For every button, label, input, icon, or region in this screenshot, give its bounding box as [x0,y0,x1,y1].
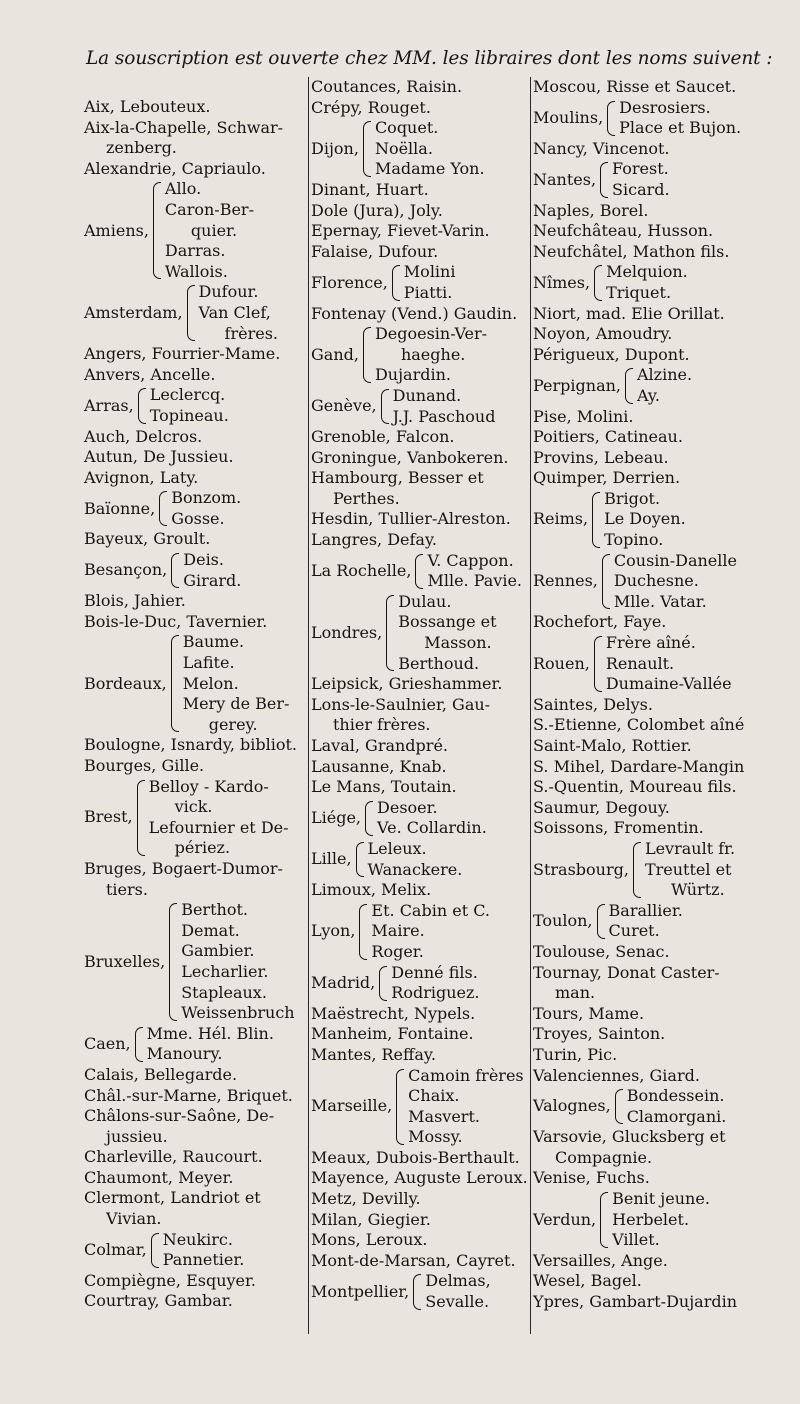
name-text: Clermont, Landriot et [84,1188,261,1208]
entry-limoux: Limoux, Melix. [311,880,432,900]
name-text: Alzine. [637,365,693,385]
name-text: Hambourg, Besser et [311,468,484,488]
entry-toulouse: Toulouse, Senac. [533,941,670,961]
name-text: Lecharlier. [181,961,269,981]
entry-perigueux: Périgueux, Dupont. [533,344,690,364]
brace [169,903,177,1021]
entry-lons-le-saulnier [311,695,529,736]
entry-bruges [84,859,298,900]
name-text: Maire. [371,921,425,941]
brace [379,966,387,1001]
name-text: Deis. [183,550,224,570]
brace [365,801,373,836]
entry-hambourg [311,468,529,509]
name-text: Verdun, [533,1209,597,1229]
entry-provins: Provins, Lebeau. [533,447,669,467]
entry-st-etienne: S.-Etienne, Colombet aîné [533,715,745,735]
name-text: Reims, [533,509,589,529]
name-text: Allo. [164,179,202,199]
entry-colmar [84,1230,298,1271]
name-text: man. [555,983,596,1003]
entry-dijon [311,118,529,180]
name-text: Mme. Hél. Blin. [146,1023,274,1043]
entry-hesdin: Hesdin, Tullier-Alreston. [311,509,511,529]
name-text: Roger. [371,941,424,961]
entry-la-rochelle [311,551,529,592]
entry-maestrecht: Maëstrecht, Nypels. [311,1003,476,1023]
name-text: Compagnie. [555,1147,653,1167]
entry-nantes [533,159,755,200]
name-text: Rouen, [533,653,590,673]
name-text: Caron-Ber- [164,199,254,219]
brace [359,904,367,960]
entry-st-malo: Saint-Malo, Rottier. [533,736,692,755]
name-text: Rodriguez. [391,983,480,1003]
entry-lyon [311,901,529,963]
entry-amsterdam [84,282,298,344]
entry-soissons: Soissons, Fromentin. [533,818,704,838]
brace [159,491,167,526]
name-text: Würtz. [670,880,725,900]
brace [135,1027,143,1062]
entry-compiegne: Compiègne, Esquyer. [84,1270,256,1290]
name-text: Denné fils. [391,962,478,982]
name-text: Desoer. [377,797,438,817]
brace [413,1274,421,1309]
name-text: Le Doyen. [604,509,686,529]
name-text: Treuttel et [644,859,732,879]
entry-groningue: Groningue, Vanbokeren. [311,447,509,467]
entry-charleville: Charleville, Raucourt. [84,1147,263,1167]
entry-saumur: Saumur, Degouy. [533,797,670,817]
name-text: Lefournier et De- [148,817,289,837]
name-text: Et. Cabin et C. [371,900,490,920]
name-text: Levrault fr. [644,838,736,858]
name-text: Dufour. [198,282,259,302]
entry-leipsick: Leipsick, Grieshammer. [311,674,503,694]
name-text: Rennes, [533,571,598,591]
name-text: Leclercq. [149,385,226,405]
brace [600,162,608,197]
entry-aix: Aix, Lebouteux. [84,97,211,116]
name-text: Liége, [311,808,362,828]
entry-dinant: Dinant, Huart. [311,179,429,199]
name-text: Baume. [182,632,245,652]
entry-wesel: Wesel, Bagel. [533,1271,642,1291]
entry-fontenay: Fontenay (Vend.) Gaudin. [311,303,518,323]
entry-avignon: Avignon, Laty. [84,467,199,487]
name-text: Ve. Collardin. [377,818,487,838]
name-text: Dujardin. [374,365,451,385]
name-text: Demat. [181,920,240,940]
entry-bayeux: Bayeux, Groult. [84,529,211,549]
entry-ypres: Ypres, Gambart-Dujardin [533,1292,738,1312]
name-text: Florence, [311,272,388,292]
entry-langres: Langres, Defay. [311,530,437,550]
entry-valenciennes: Valenciennes, Giard. [533,1065,700,1085]
name-text: Bonzom. [171,488,242,508]
name-text: Triquet. [606,282,672,302]
name-text: tiers. [106,879,148,899]
entry-marseille [311,1066,529,1148]
name-text: Montpellier, [311,1281,410,1301]
name-text: Madrid, [311,972,376,992]
entry-manheim: Manheim, Fontaine. [311,1024,474,1044]
name-text: Valognes, [533,1096,611,1116]
name-text: Benit jeune. [612,1189,710,1209]
entry-crepy: Crépy, Rouget. [311,97,431,117]
brace [396,1069,404,1145]
entry-rennes [533,551,755,613]
entry-rochefort: Rochefort, Faye. [533,612,667,632]
entry-angers: Angers, Fourrier-Mame. [84,344,281,364]
name-text: Sevalle. [425,1292,490,1312]
name-text: Frère aîné. [605,633,696,653]
entry-venise: Venise, Fuchs. [533,1168,650,1188]
entry-toulon [533,901,755,942]
name-text: Pannetier. [162,1250,245,1270]
name-text: Caen, [84,1034,131,1054]
entry-mont-de-marsan: Mont-de-Marsan, Cayret. [311,1250,516,1270]
name-text: Lille, [311,849,352,869]
name-text: Duchesne. [613,571,699,591]
name-text: Noëlla. [374,138,433,158]
entry-troyes: Troyes, Sainton. [533,1024,666,1044]
name-text: Tournay, Donat Caster- [533,962,720,982]
brace [625,368,633,403]
name-text: Wanackere. [367,859,463,879]
name-text: Lyon, [311,921,356,941]
name-text: Manoury. [146,1044,223,1064]
entry-amiens [84,179,298,282]
name-text: Mlle. Pavie. [427,571,523,591]
name-text: Colmar, [84,1239,147,1259]
name-text: Bossange et [398,612,497,632]
entry-epernay: Epernay, Fievet-Varin. [311,221,490,241]
entry-turin: Turin, Pic. [533,1044,618,1064]
name-text: Dumaine-Vallée [605,674,732,694]
entry-geneve [311,386,529,427]
name-text: Barallier. [608,900,683,920]
column-1 [84,77,298,1334]
name-text: vick. [174,797,213,817]
name-text: Bordeaux, [84,673,167,693]
name-text: Wallois. [164,261,228,281]
entry-autun: Autun, De Jussieu. [84,447,234,467]
entry-brest [84,777,298,859]
entry-dole: Dole (Jura), Joly. [311,200,443,220]
name-text: Bruxelles, [84,951,166,971]
name-text: Girard. [183,570,242,590]
entry-lausanne: Lausanne, Knab. [311,756,447,776]
brace [356,842,364,877]
name-text: Coquet. [374,118,439,138]
entry-courtray: Courtray, Gambar. [84,1291,233,1311]
name-text: Masson. [424,633,492,653]
entry-versailles: Versailles, Ange. [533,1250,668,1270]
brace [607,101,615,136]
name-text: jussieu. [106,1126,168,1146]
entry-noyon: Noyon, Amoudry. [533,324,673,344]
name-text: Mery de Ber- [182,694,290,714]
entry-aix-la-chapelle [84,118,298,159]
name-text: Melquion. [606,262,688,282]
entry-liege [311,798,529,839]
entry-blois: Blois, Jahier. [84,591,186,611]
brace [187,285,195,341]
name-text: Belloy - Kardo- [148,776,269,796]
entry-chalons-saone [84,1106,298,1147]
name-text: Arras, [84,395,134,415]
name-text: Topineau. [149,405,229,425]
brace [600,1192,608,1248]
brace [594,636,602,692]
entry-bois-le-duc: Bois-le-Duc, Tavernier. [84,611,268,631]
page-header: La souscription est ouverte chez MM. les libraires dont les noms suivent : [86,48,773,69]
entry-coutances: Coutances, Raisin. [311,77,463,96]
entry-nimes [533,262,755,303]
name-text: Dunand. [392,385,462,405]
name-text: Piatti. [403,282,453,302]
name-text: Chaix. [408,1086,460,1106]
name-text: Delmas, [425,1271,491,1291]
entry-nancy: Nancy, Vincenot. [533,138,670,158]
entry-meaux: Meaux, Dubois-Berthault. [311,1147,520,1167]
brace [386,595,394,671]
name-text: Berthot. [181,900,248,920]
name-text: Strasbourg, [533,859,629,879]
column-2 [308,77,529,1334]
name-text: Villet. [612,1230,660,1250]
entry-calais: Calais, Bellegarde. [84,1064,238,1084]
name-text: Lafite. [182,653,235,673]
brace [392,265,400,300]
name-text: Weissenbruch [181,1003,295,1023]
entry-bourges: Bourges, Gille. [84,756,205,775]
name-text: Darras. [164,241,226,261]
name-text: Toulon, [533,911,593,931]
name-text: Melon. [182,673,239,693]
entry-boulogne: Boulogne, Isnardy, bibliot. [84,735,297,755]
name-text: Van Clef, [198,302,271,322]
name-text: Madame Yon. [374,159,485,179]
brace [171,553,179,588]
entry-alexandrie: Alexandrie, Capriaulo. [84,158,266,178]
entry-moscou: Moscou, Risse et Saucet. [533,77,737,96]
brace [594,265,602,300]
name-text: Amiens, [84,220,149,240]
name-text: Topino. [604,530,664,550]
name-text: Sicard. [612,179,670,199]
entry-varsovie [533,1127,755,1168]
entry-montpellier [311,1271,529,1312]
entry-metz: Metz, Devilly. [311,1189,421,1209]
brace [592,492,600,548]
entry-mons: Mons, Leroux. [311,1230,428,1250]
name-text: Nantes, [533,169,597,189]
name-text: haeghe. [400,344,466,364]
brace [363,121,371,177]
entry-tours: Tours, Mame. [533,1003,645,1023]
entry-tournay [533,963,755,1004]
name-text: Châlons-sur-Saône, De- [84,1106,275,1126]
name-text: Stapleaux. [181,982,267,1002]
brace [381,389,389,424]
entry-saintes: Saintes, Delys. [533,694,653,714]
entry-gand [311,324,529,386]
entry-quimper: Quimper, Derrien. [533,468,681,488]
entry-moulins [533,98,755,139]
entry-caen [84,1024,298,1065]
name-text: Masvert. [408,1106,480,1126]
entry-bordeaux [84,632,298,735]
name-text: Vivian. [106,1209,162,1229]
entry-le-mans: Le Mans, Toutain. [311,777,457,797]
column-3 [530,77,755,1334]
name-text: Londres, [311,622,383,642]
brace [615,1089,623,1124]
entry-mayence: Mayence, Auguste Leroux. [311,1168,528,1188]
name-text: Degoesin-Ver- [374,324,488,344]
name-text: Genève, [311,396,377,416]
name-text: Brigot. [604,488,661,508]
name-text: Mossy. [408,1127,463,1147]
entry-anvers: Anvers, Ancelle. [84,364,216,384]
name-text: quier. [190,220,238,240]
name-text: Besançon, [84,560,168,580]
name-text: Aix-la-Chapelle, Schwar- [84,117,284,137]
entry-chaumont: Chaumont, Meyer. [84,1167,234,1187]
name-text: Herbelet. [612,1209,690,1229]
name-text: zenberg. [106,138,177,158]
brace [151,1233,159,1268]
name-text: Berthoud. [398,653,480,673]
name-text: Marseille, [311,1096,393,1116]
name-text: Curet. [608,921,660,941]
entry-neufchateau: Neufchâteau, Husson. [533,221,714,241]
name-text: Forest. [612,159,669,179]
name-text: Cousin-Danelle [613,550,737,570]
name-text: frères. [224,323,278,343]
name-text: Mlle. Vatar. [613,591,707,611]
name-text: Amsterdam, [84,302,183,322]
entry-verdun [533,1189,755,1251]
name-text: Molini [403,262,456,282]
entry-chalons-marne: Châl.-sur-Marne, Briquet. [84,1085,293,1105]
entry-bruxelles [84,900,298,1024]
name-text: Place et Bujon. [619,118,742,138]
name-text: Dijon, [311,138,359,158]
name-text: Desrosiers. [619,97,711,117]
name-text: périez. [174,838,231,858]
name-text: Lons-le-Saulnier, Gau- [311,694,491,714]
name-text: Clamorgani. [626,1106,727,1126]
entry-rouen [533,633,755,695]
name-text: Camoin frères [408,1065,524,1085]
entry-lille [311,839,529,880]
entry-londres [311,592,529,674]
name-text: V. Cappon. [427,550,514,570]
entry-falaise: Falaise, Dufour. [311,241,439,261]
entry-neufchatel: Neufchâtel, Mathon fils. [533,241,730,261]
entry-st-mihel: S. Mihel, Dardare-Mangin [533,756,745,776]
entry-grenoble: Grenoble, Falcon. [311,427,455,447]
name-text: J.J. Paschoud [392,406,496,426]
entry-st-quentin: S.-Quentin, Moureau fils. [533,777,737,797]
name-text: Renault. [605,653,675,673]
entry-laval: Laval, Grandpré. [311,736,448,755]
name-text: Gosse. [171,508,225,528]
entry-valognes [533,1086,755,1127]
entry-baionne [84,488,298,529]
entry-milan: Milan, Giegier. [311,1209,431,1229]
name-text: Gand, [311,344,359,364]
name-text: Neukirc. [162,1229,233,1249]
entry-besancon [84,550,298,591]
entry-madrid [311,963,529,1004]
brace [153,182,161,279]
entry-niort: Niort, mad. Elie Orillat. [533,303,725,323]
name-text: Perthes. [333,488,400,508]
entry-reims [533,489,755,551]
entry-auch: Auch, Delcros. [84,426,203,446]
brace [602,554,610,610]
brace [597,904,605,939]
entry-perpignan [533,365,755,406]
name-text: Dulau. [398,591,452,611]
entry-clermont [84,1188,298,1229]
entry-arras [84,385,298,426]
brace [363,327,371,383]
name-text: Ay. [637,385,660,405]
entry-strasbourg [533,839,755,901]
brace [415,554,423,589]
name-text: Leleux. [367,838,427,858]
name-text: Baïonne, [84,498,156,518]
name-text: Varsovie, Glucksberg et [533,1127,726,1147]
brace [138,388,146,423]
name-text: Brest, [84,807,133,827]
name-text: La Rochelle, [311,560,412,580]
name-text: gerey. [208,714,258,734]
brace [633,842,641,898]
brace [137,780,145,856]
entry-mantes: Mantes, Reffay. [311,1044,436,1064]
entry-poitiers: Poitiers, Catineau. [533,427,683,447]
name-text: Bondessein. [626,1086,725,1106]
name-text: Bruges, Bogaert-Dumor- [84,858,283,878]
name-text: Perpignan, [533,375,621,395]
entry-florence [311,262,529,303]
name-text: thier frères. [333,715,431,735]
entry-pise: Pise, Molini. [533,406,634,426]
name-text: Nîmes, [533,272,591,292]
name-text: Moulins, [533,107,604,127]
name-text: Gambier. [181,941,255,961]
brace [171,635,179,732]
entry-naples: Naples, Borel. [533,200,649,220]
